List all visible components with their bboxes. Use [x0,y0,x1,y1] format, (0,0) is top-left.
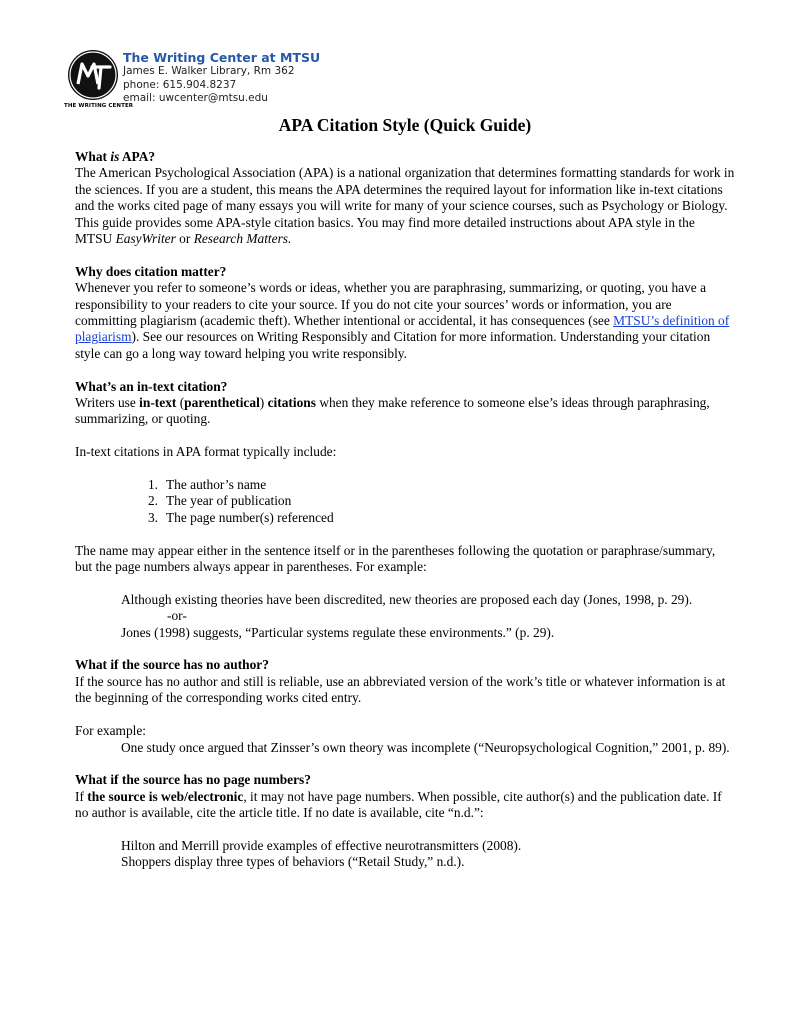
spacer [75,707,735,723]
paragraph-text: or [175,231,194,247]
example-no-page-2: Shoppers display three types of behaviors (“Retail Study,” n.d.). [121,854,465,870]
example-citation-1: Although existing theories have been discredited, new theories are proposed each day (Jones, 1998, p. 29). [121,591,693,607]
paragraph-no-page-numbers [75,789,735,822]
paragraph-text: , it may not have page numbers. When possible, cite author(s) and the publication date. If no author is available, cite the article title. If no date is available, cite “n.d.”: [75,788,722,821]
bold-term: in-text [139,395,177,411]
spacer [75,822,735,838]
letterhead [64,46,384,118]
section-heading-no-author: What if the source has no author? [75,657,269,673]
spacer [75,575,735,591]
spacer [75,461,735,477]
list-number: 3. [147,509,158,525]
paragraph-text: If [75,788,88,804]
paragraph-text: ( [176,395,185,411]
page-title: APA Citation Style (Quick Guide) [278,115,532,135]
list-item-text: The author’s name [166,477,267,493]
section-heading-why-citation: Why does citation matter? [75,263,227,279]
bold-term: citations [267,395,316,411]
center-address: James E. Walker Library, Rm 362 [123,65,295,77]
section-heading-what-is-apa [75,149,735,165]
heading-text: APA? [119,149,156,164]
logo-caption: THE WRITING CENTER [64,103,134,109]
plagiarism-definition-link[interactable]: MTSU’s definition of plagiarism [75,313,730,345]
list-number: 1. [147,477,158,493]
heading-emphasis: is [110,149,120,164]
section-heading-no-page-numbers: What if the source has no page numbers? [75,772,311,788]
document-body [75,114,735,871]
list-item-text: The page number(s) referenced [166,509,334,525]
list-item [75,493,735,509]
heading-text: What [75,149,111,164]
paragraph-text: Writers use [75,395,140,411]
example-no-author: One study once argued that Zinsser’s own theory was incomplete (“Neuropsychological Cognition,” 2001, p. 89). [121,739,730,755]
spacer [75,756,735,772]
spacer [75,526,735,542]
mt-monogram-icon [68,50,118,100]
paragraph-text: The American Psychological Association (APA) is a national organization that determines formatting standards for work in the sciences. If you are a student, this means the APA determines the required layout for information like in-text citations and the works cited page of many essays you will write for many of your science courses, such as Psychology or Biology. This guide provides some APA-style citation basics. You may find more detailed instructions about APA style in the MTSU [75,165,735,247]
list-item-text: The year of publication [166,493,292,509]
example-no-page-1: Hilton and Merrill provide examples of effective neurotransmitters (2008). [121,837,522,853]
paragraph-no-author: If the source has no author and still is reliable, use an abbreviated version of the work’s title or whatever information is at the beginning of the corresponding works cited entry. [75,673,726,706]
paragraph-in-text-intro: In-text citations in APA format typically include: [75,444,337,460]
center-name: The Writing Center at MTSU [123,50,321,65]
center-phone: phone: 615.904.8237 [123,78,237,91]
paragraph-text: ). See our resources on Writing Responsibly and Citation for more information. Understanding your citation style can go a long way toward helping you write responsibly. [75,329,711,361]
or-separator: -or- [167,608,187,624]
paragraph-name-placement: The name may appear either in the sentence itself or in the parentheses following the quotation or paraphrase/summary, but the page numbers always appear in parentheses. For example: [75,542,716,575]
spacer [75,362,735,378]
spacer [75,247,735,263]
bold-term: the source is web/electronic [87,788,244,804]
list-item [75,477,735,493]
center-contact-info [123,50,320,106]
easywriter-title: EasyWriter [115,231,176,247]
paragraph-in-text-citation [75,395,735,428]
center-email: email: uwcenter@mtsu.edu [123,92,268,104]
bold-term: parenthetical [184,395,260,411]
research-matters-title: Research Matters. [193,231,292,247]
citation-elements-list [75,477,735,526]
list-number: 2. [147,493,158,509]
example-citation-2: Jones (1998) suggests, “Particular systems regulate these environments.” (p. 29). [121,624,555,640]
section-heading-in-text-citation: What’s an in-text citation? [75,378,228,394]
for-example-label: For example: [75,723,147,739]
paragraph-text: Whenever you refer to someone’s words or ideas, whether you are paraphrasing, summarizing, or quoting, you have a responsibility to your readers to cite your source. If you do not cite your sources’ words or information, you are committing plagiarism (academic theft). Whether intentional or accidental, it has consequences (see [75,280,707,329]
paragraph-why-citation [75,280,735,362]
paragraph-what-is-apa [75,165,735,247]
mtsu-logo [68,50,118,100]
paragraph-text: when they make reference to someone else’s ideas through paraphrasing, summarizing, or quoting. [75,395,710,427]
list-item [75,510,735,526]
paragraph-text: ) [259,395,268,411]
spacer [75,428,735,444]
spacer [75,641,735,657]
